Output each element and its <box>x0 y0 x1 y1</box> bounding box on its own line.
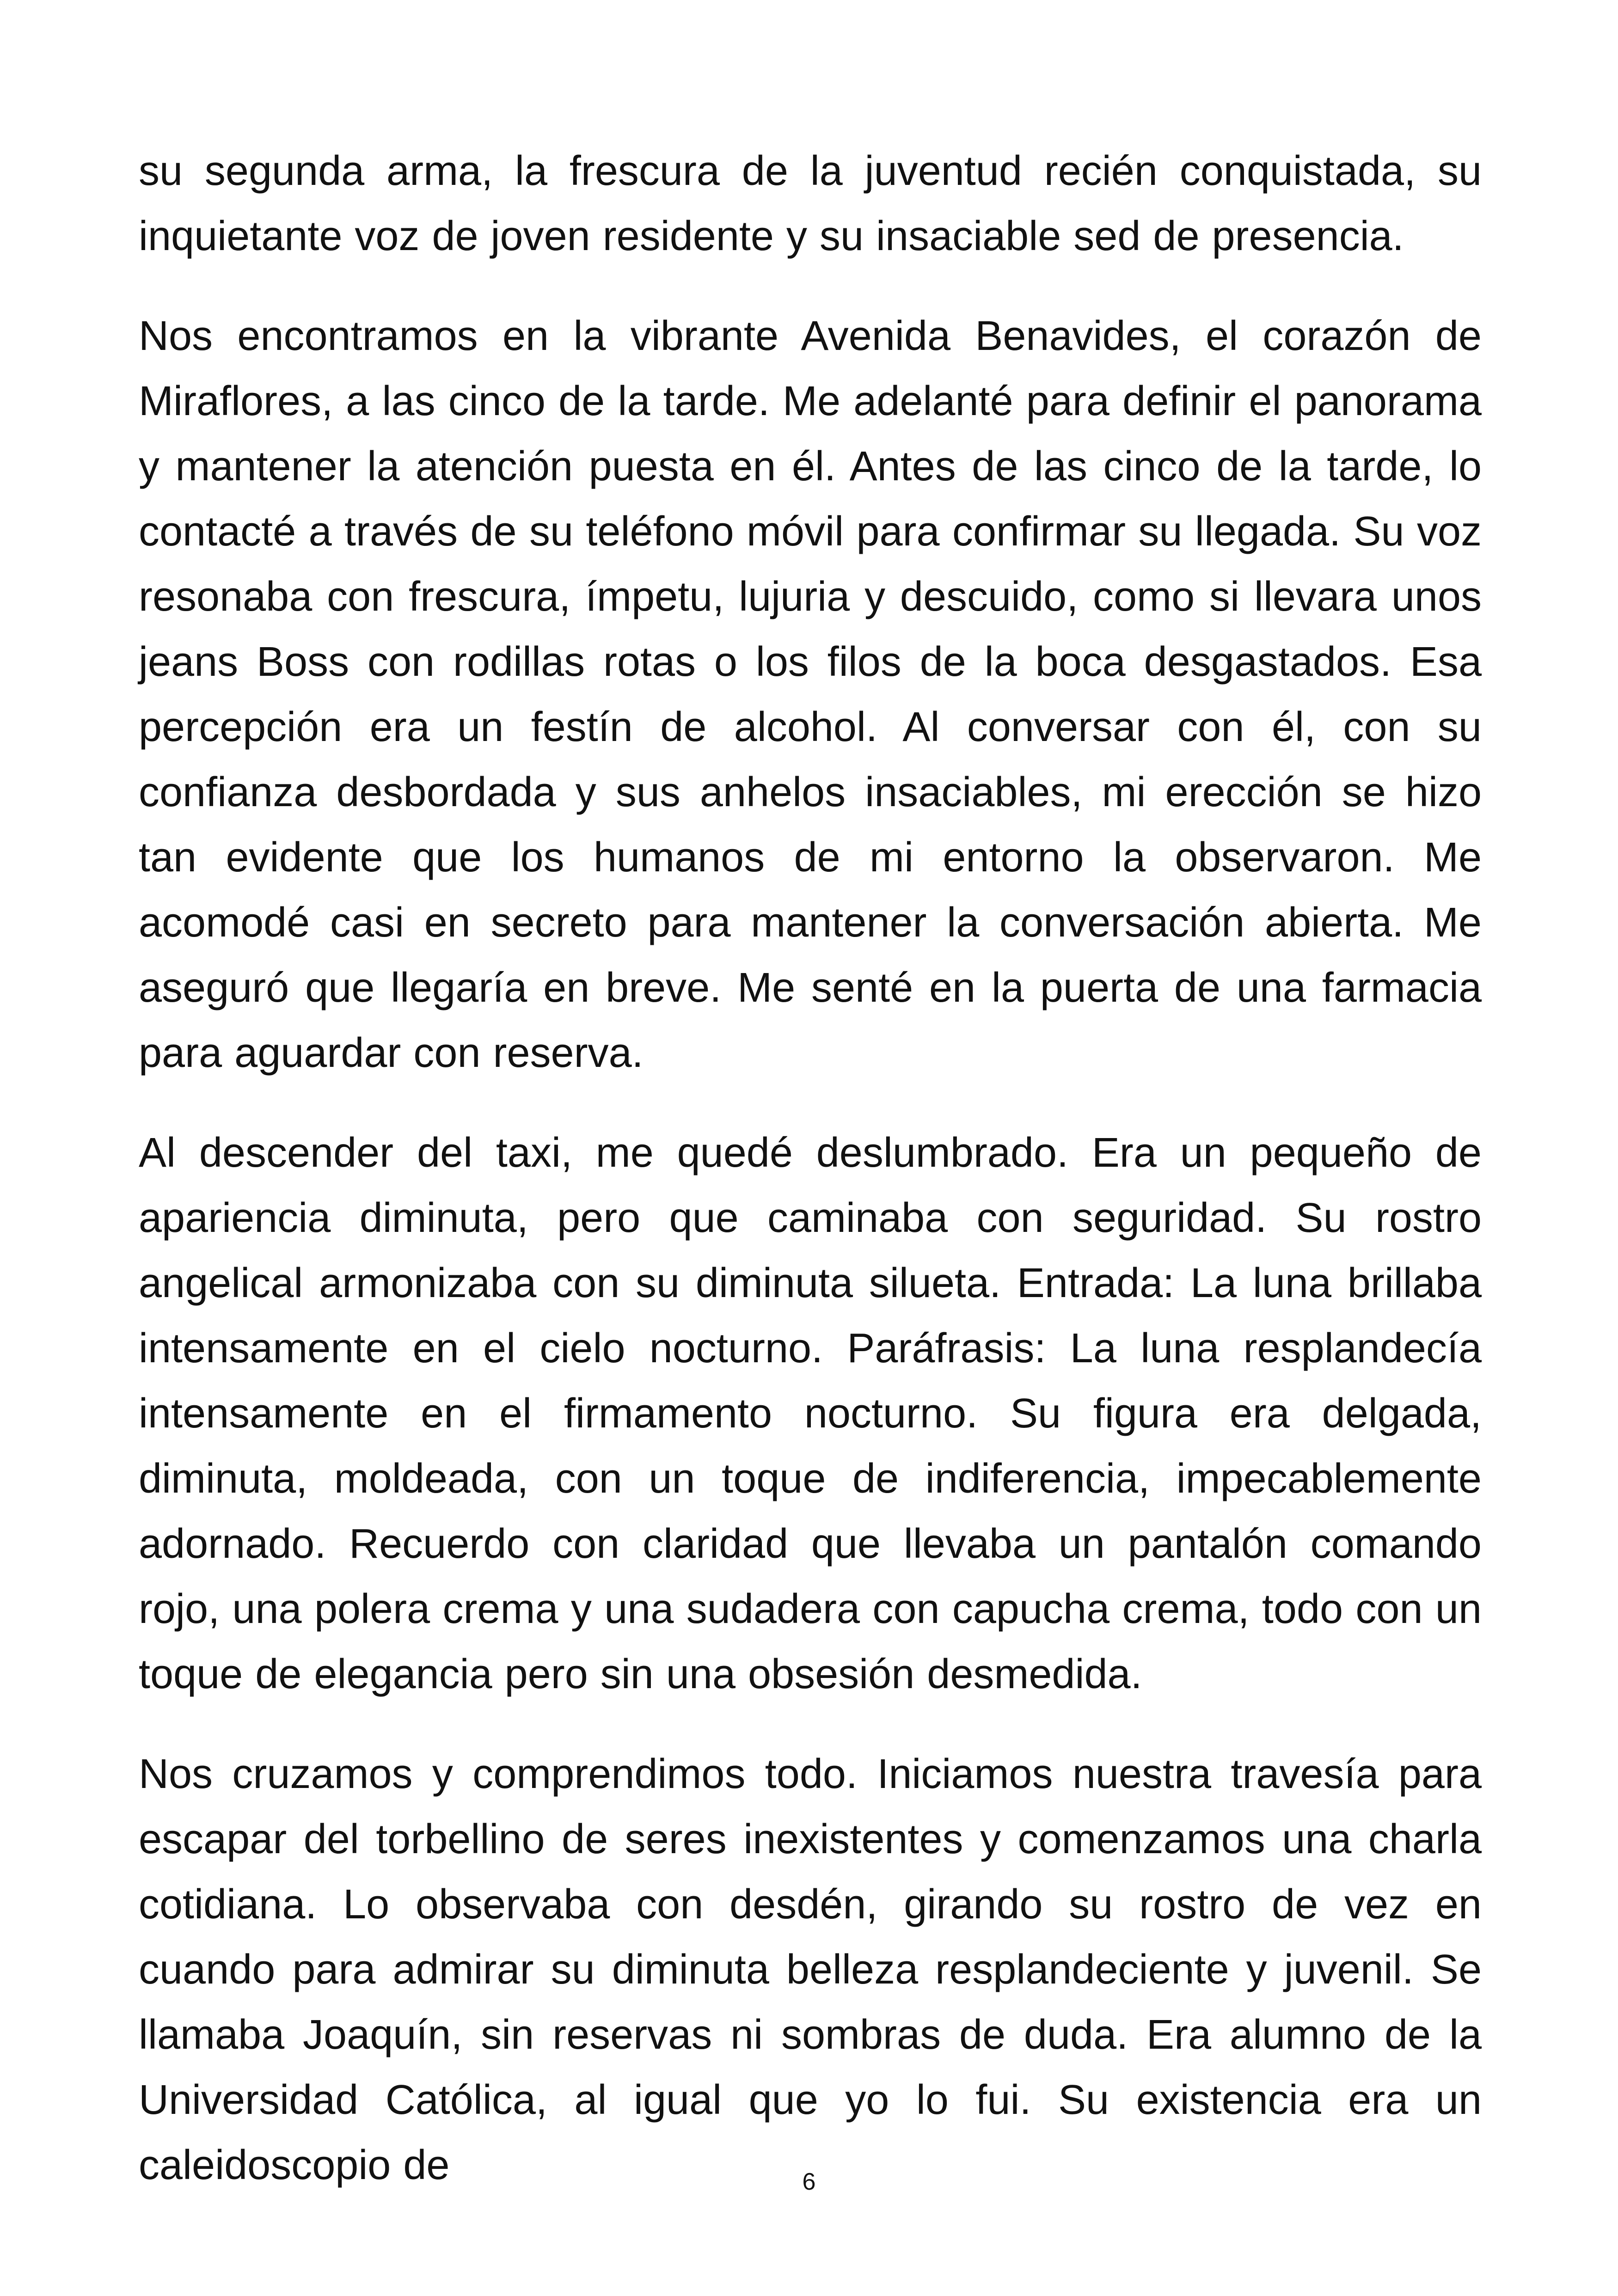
paragraph-3: Al descender del taxi, me quedé deslumbrado. Era un pequeño de apariencia diminuta, pero que caminaba con seguridad. Su rostro angelical armonizaba con su diminuta silueta. Entrada: La luna brillaba intensamente en el cielo nocturno. Paráfrasis: La luna resplandecía intensamente en el firmamento nocturno. Su figura era delgada, diminuta, moldeada, con un toque de indiferencia, impecablemente adornado. Recuerdo con claridad que llevaba un pantalón comando rojo, una polera crema y una sudadera con capucha crema, todo con un toque de elegancia pero sin una obsesión desmedida. <box>139 1130 1482 1697</box>
page-body <box>139 139 1482 2233</box>
paragraph-4: Nos cruzamos y comprendimos todo. Iniciamos nuestra travesía para escapar del torbellino de seres inexistentes y comenzamos una charla cotidiana. Lo observaba con desdén, girando su rostro de vez en cuando para admirar su diminuta belleza resplandeciente y juvenil. Se llamaba Joaquín, sin reservas ni sombras de duda. Era alumno de la Universidad Católica, al igual que yo lo fui. Su existencia era un caleidoscopio de <box>139 1751 1482 2188</box>
paragraph-2: Nos encontramos en la vibrante Avenida Benavides, el corazón de Miraflores, a las cinco de la tarde. Me adelanté para definir el panorama y mantener la atención puesta en él. Antes de las cinco de la tarde, lo contacté a través de su teléfono móvil para confirmar su llegada. Su voz resonaba con frescura, ímpetu, lujuria y descuido, como si llevara unos jeans Boss con rodillas rotas o los filos de la boca desgastados. Esa percepción era un festín de alcohol. Al conversar con él, con su confianza desbordada y sus anhelos insaciables, mi erección se hizo tan evidente que los humanos de mi entorno la observaron. Me acomodé casi en secreto para mantener la conversación abierta. Me aseguró que llegaría en breve. Me senté en la puerta de una farmacia para aguardar con reserva. <box>139 313 1482 1076</box>
page-number: 6 <box>802 2168 816 2195</box>
paragraph-1: su segunda arma, la frescura de la juventud recién conquistada, su inquietante voz de joven residente y su insaciable sed de presencia. <box>139 148 1482 259</box>
